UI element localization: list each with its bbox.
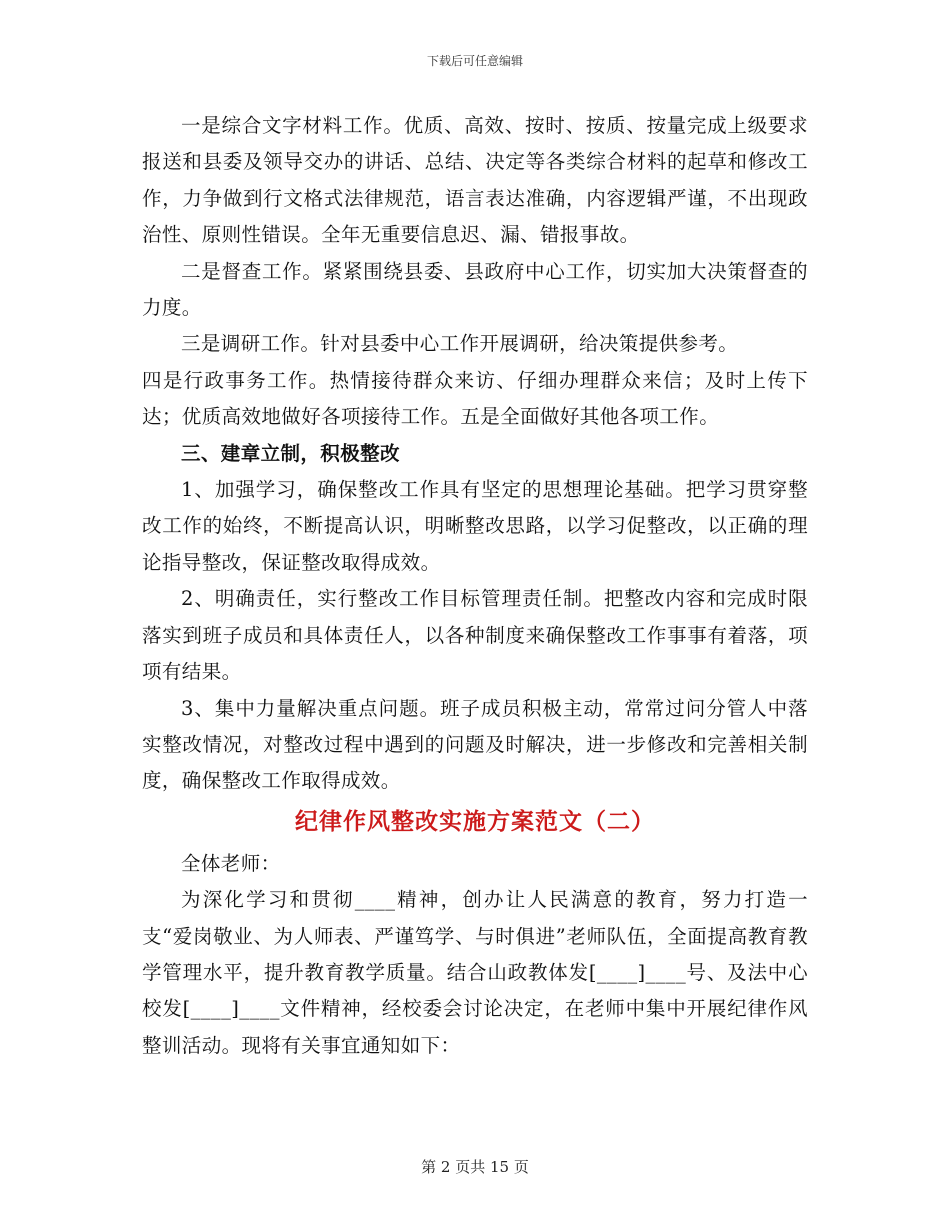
salutation: 全体老师： [181,851,281,875]
paragraph-admin-affairs: 四是行政事务工作。热情接待群众来访、仔细办理群众来信；及时上传下达；优质高效地做好各项接待工作。五是全面做好其他各项工作。 [142,368,808,429]
page-number: 第 2 页共 15 页 [421,1158,529,1176]
paragraph-supervision: 二是督查工作。紧紧围绕县委、县政府中心工作，切实加大决策督查的力度。 [142,259,808,320]
section-item-1: 1、加强学习，确保整改工作具有坚定的思想理论基础。把学习贯穿整改工作的始终，不断提高认识，明晰整改思路，以学习促整改，以正确的理论指导整改，保证整改取得成效。 [142,478,808,574]
page-header: 下载后可任意编辑 [426,54,523,68]
notice-body: 为深化学习和贯彻____精神，创办让人民满意的教育，努力打造一支“爱岗敬业、为人师表、严谨笃学、与时俱进”老师队伍，全面提高教育教学管理水平，提升教育教学质量。结合山政教体发[____]____号、及法中心校发[____]____文件精神，经校委会讨论决定，在老师中集中开展纪律作风整训活动。现将有关事宜通知如下： [142,888,808,1057]
section-heading: 三、建章立制，积极整改 [181,441,400,465]
paragraph-research: 三是调研工作。针对县委中心工作开展调研，给决策提供参考。 [181,332,739,356]
section-item-3: 3、集中力量解决重点问题。班子成员积极主动，常常过问分管人中落实整改情况，对整改过程中遇到的问题及时解决，进一步修改和完善相关制度，确保整改工作取得成效。 [142,696,808,793]
paragraph-comprehensive-writing: 一是综合文字材料工作。优质、高效、按时、按质、按量完成上级要求报送和县委及领导交办的讲话、总结、决定等各类综合材料的起草和修改工作，力争做到行文格式法律规范，语言表达准确，内容逻辑严谨，不出现政治性、原则性错误。全年无重要信息迟、漏、错报事故。 [142,114,808,247]
document-title: 纪律作风整改实施方案范文（二） [295,807,655,835]
section-item-2: 2、明确责任，实行整改工作目标管理责任制。把整改内容和完成时限落实到班子成员和具体责任人，以各种制度来确保整改工作事事有着落，项项有结果。 [142,587,808,684]
document-body [142,108,808,1064]
